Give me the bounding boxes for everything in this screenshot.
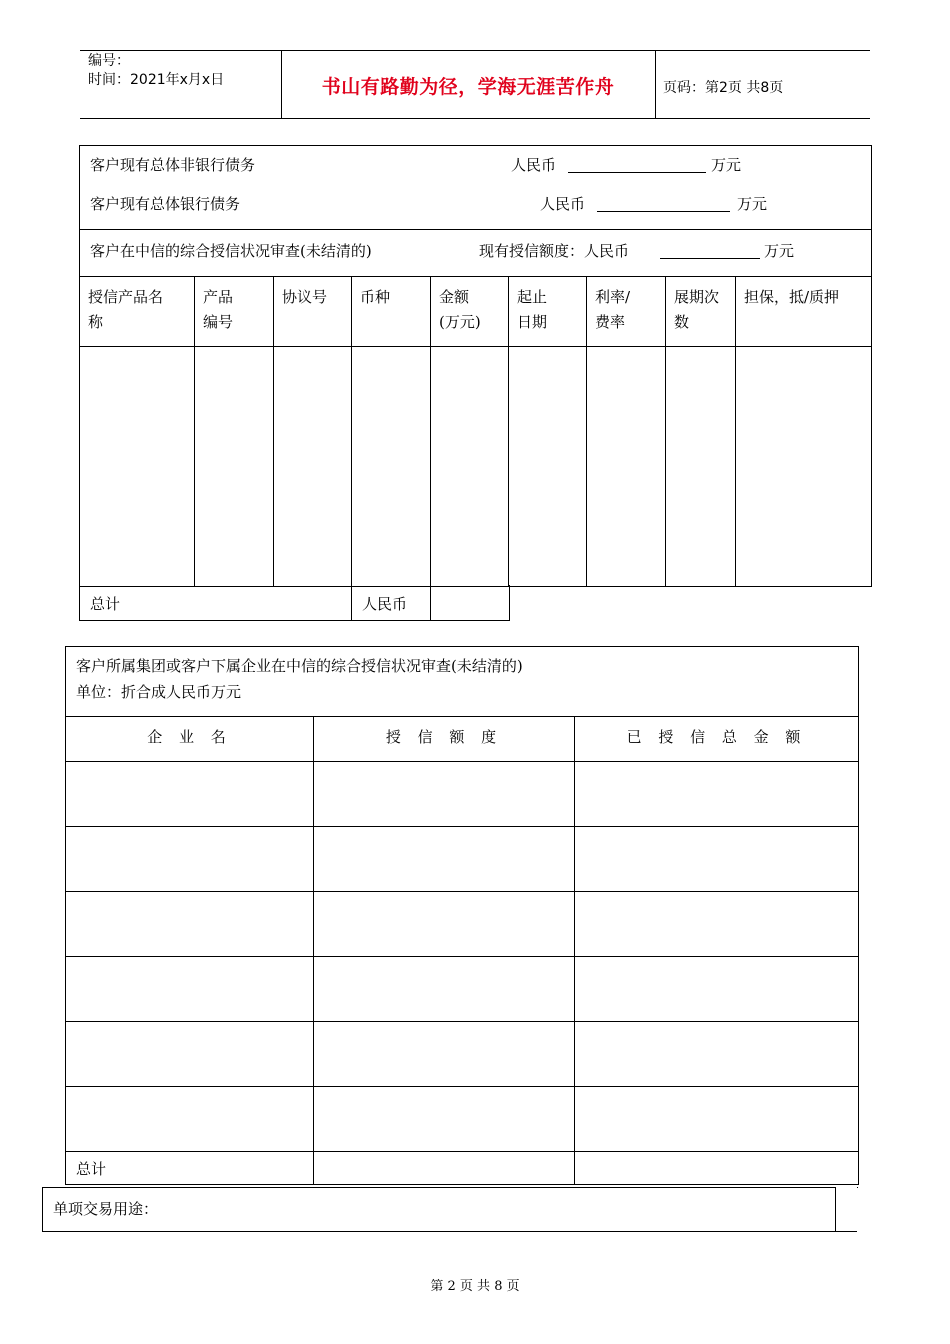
nonbank-debt-unit: 万元 [711,156,742,174]
table-row [66,957,859,1022]
table-cell[interactable] [736,347,872,587]
table-cell[interactable] [587,347,666,587]
col-header-amount [431,277,509,347]
table-cell[interactable] [431,347,509,587]
nonbank-debt-blank[interactable] [568,156,706,173]
bank-debt-currency: 人民币 [540,195,586,213]
table-cell[interactable] [66,1022,314,1087]
table-cell[interactable] [575,827,859,892]
col-header-product-name-line2: 称 [88,313,104,331]
col-header-extension-line1: 展期次 [674,288,720,306]
table-row [66,762,859,827]
table-cell[interactable] [314,1022,575,1087]
col-header-amount-line2: (万元) [439,313,481,331]
credit-total-value[interactable] [431,585,510,620]
table-cell[interactable] [66,1087,314,1152]
credit-total-label: 总计 [80,585,352,620]
credit-total-table [79,585,510,621]
purpose-table [42,1187,836,1232]
current-amount-blank[interactable] [660,242,760,259]
header-page-label: 页码：第2页 共8页 [663,80,784,96]
col-header-dates-line1: 起止 [517,288,548,306]
col-header-agreement [274,277,352,347]
number-label: 编号： [88,53,130,69]
table-cell[interactable] [575,892,859,957]
table-cell[interactable] [195,347,274,587]
table-cell[interactable] [314,957,575,1022]
nonbank-debt-label: 客户现有总体非银行债务 [90,156,256,174]
header-top-rule [80,50,870,51]
credit-total-currency: 人民币 [352,585,431,620]
purpose-right-edge [857,1187,858,1188]
table-cell[interactable] [66,892,314,957]
col-header-currency-text: 币种 [360,288,391,306]
table-cell[interactable] [66,827,314,892]
table-row [66,892,859,957]
group-total-credit-line[interactable] [314,1152,575,1185]
bank-debt-label: 客户现有总体银行债务 [90,195,241,213]
table-cell[interactable] [80,347,195,587]
col-header-product-no [195,277,274,347]
col-header-guarantee [736,277,872,347]
col-header-rate-line1: 利率/ [595,288,631,306]
col-header-dates [509,277,587,347]
col-header-product-no-line1: 产品 [203,288,234,306]
col-header-rate-line2: 费率 [595,313,626,331]
col-header-dates-line2: 日期 [517,313,548,331]
table-cell[interactable] [575,1022,859,1087]
group-title-cell [66,647,859,717]
nonbank-debt-currency: 人民币 [511,156,557,174]
group-total-label: 总计 [66,1152,314,1185]
col-header-currency [352,277,431,347]
review-row [80,230,872,277]
purpose-label: 单项交易用途： [43,1188,836,1232]
table-cell[interactable] [575,957,859,1022]
col-header-product-name [80,277,195,347]
table-cell[interactable] [314,762,575,827]
col-header-product-no-line2: 编号 [203,313,234,331]
col-header-amount-line1: 金额 [439,288,470,306]
col-header-rate [587,277,666,347]
group-unit: 单位：折合成人民币万元 [76,683,242,701]
table-cell[interactable] [352,347,431,587]
col-header-extension [666,277,736,347]
table-cell[interactable] [575,1087,859,1152]
date-label: 时间：2021年x月x日 [88,72,225,88]
col-header-enterprise: 企 业 名 [66,717,314,762]
debt-summary-cell [80,146,872,230]
col-header-credit-line: 授 信 额 度 [314,717,575,762]
table-cell[interactable] [666,347,736,587]
table-cell[interactable] [314,1087,575,1152]
purpose-tail-rule [835,1231,857,1232]
review-label: 客户在中信的综合授信状况审查(未结清的) [90,242,372,260]
col-header-granted-total: 已 授 信 总 金 额 [575,717,859,762]
table-cell[interactable] [314,892,575,957]
col-header-agreement-text: 协议号 [282,288,328,306]
table-cell[interactable] [66,762,314,827]
col-header-extension-line2: 数 [674,313,690,331]
current-amount-label: 现有授信额度：人民币 [479,242,630,260]
col-header-product-name-line1: 授信产品名 [88,288,164,306]
bank-debt-blank[interactable] [597,195,730,212]
table-cell[interactable] [66,957,314,1022]
header-motto: 书山有路勤为径，学海无涯苦作舟 [321,76,615,98]
group-credit-table [65,646,859,1185]
current-amount-unit: 万元 [764,242,795,260]
footer-page-number: 第 2 页 共 8 页 [430,1279,520,1294]
group-total-granted[interactable] [575,1152,859,1185]
table-cell[interactable] [575,762,859,827]
credit-status-table [79,145,872,587]
table-row [66,827,859,892]
table-cell[interactable] [314,827,575,892]
table-row [66,1087,859,1152]
table-row [80,347,872,587]
group-title: 客户所属集团或客户下属企业在中信的综合授信状况审查(未结清的) [76,657,523,675]
header-meta [88,52,224,90]
header-divider-right [655,50,656,118]
bank-debt-unit: 万元 [737,195,768,213]
table-row [66,1022,859,1087]
header-bottom-rule [80,118,870,119]
table-cell[interactable] [509,347,587,587]
table-cell[interactable] [274,347,352,587]
col-header-guarantee-text: 担保，抵/质押 [744,288,840,306]
